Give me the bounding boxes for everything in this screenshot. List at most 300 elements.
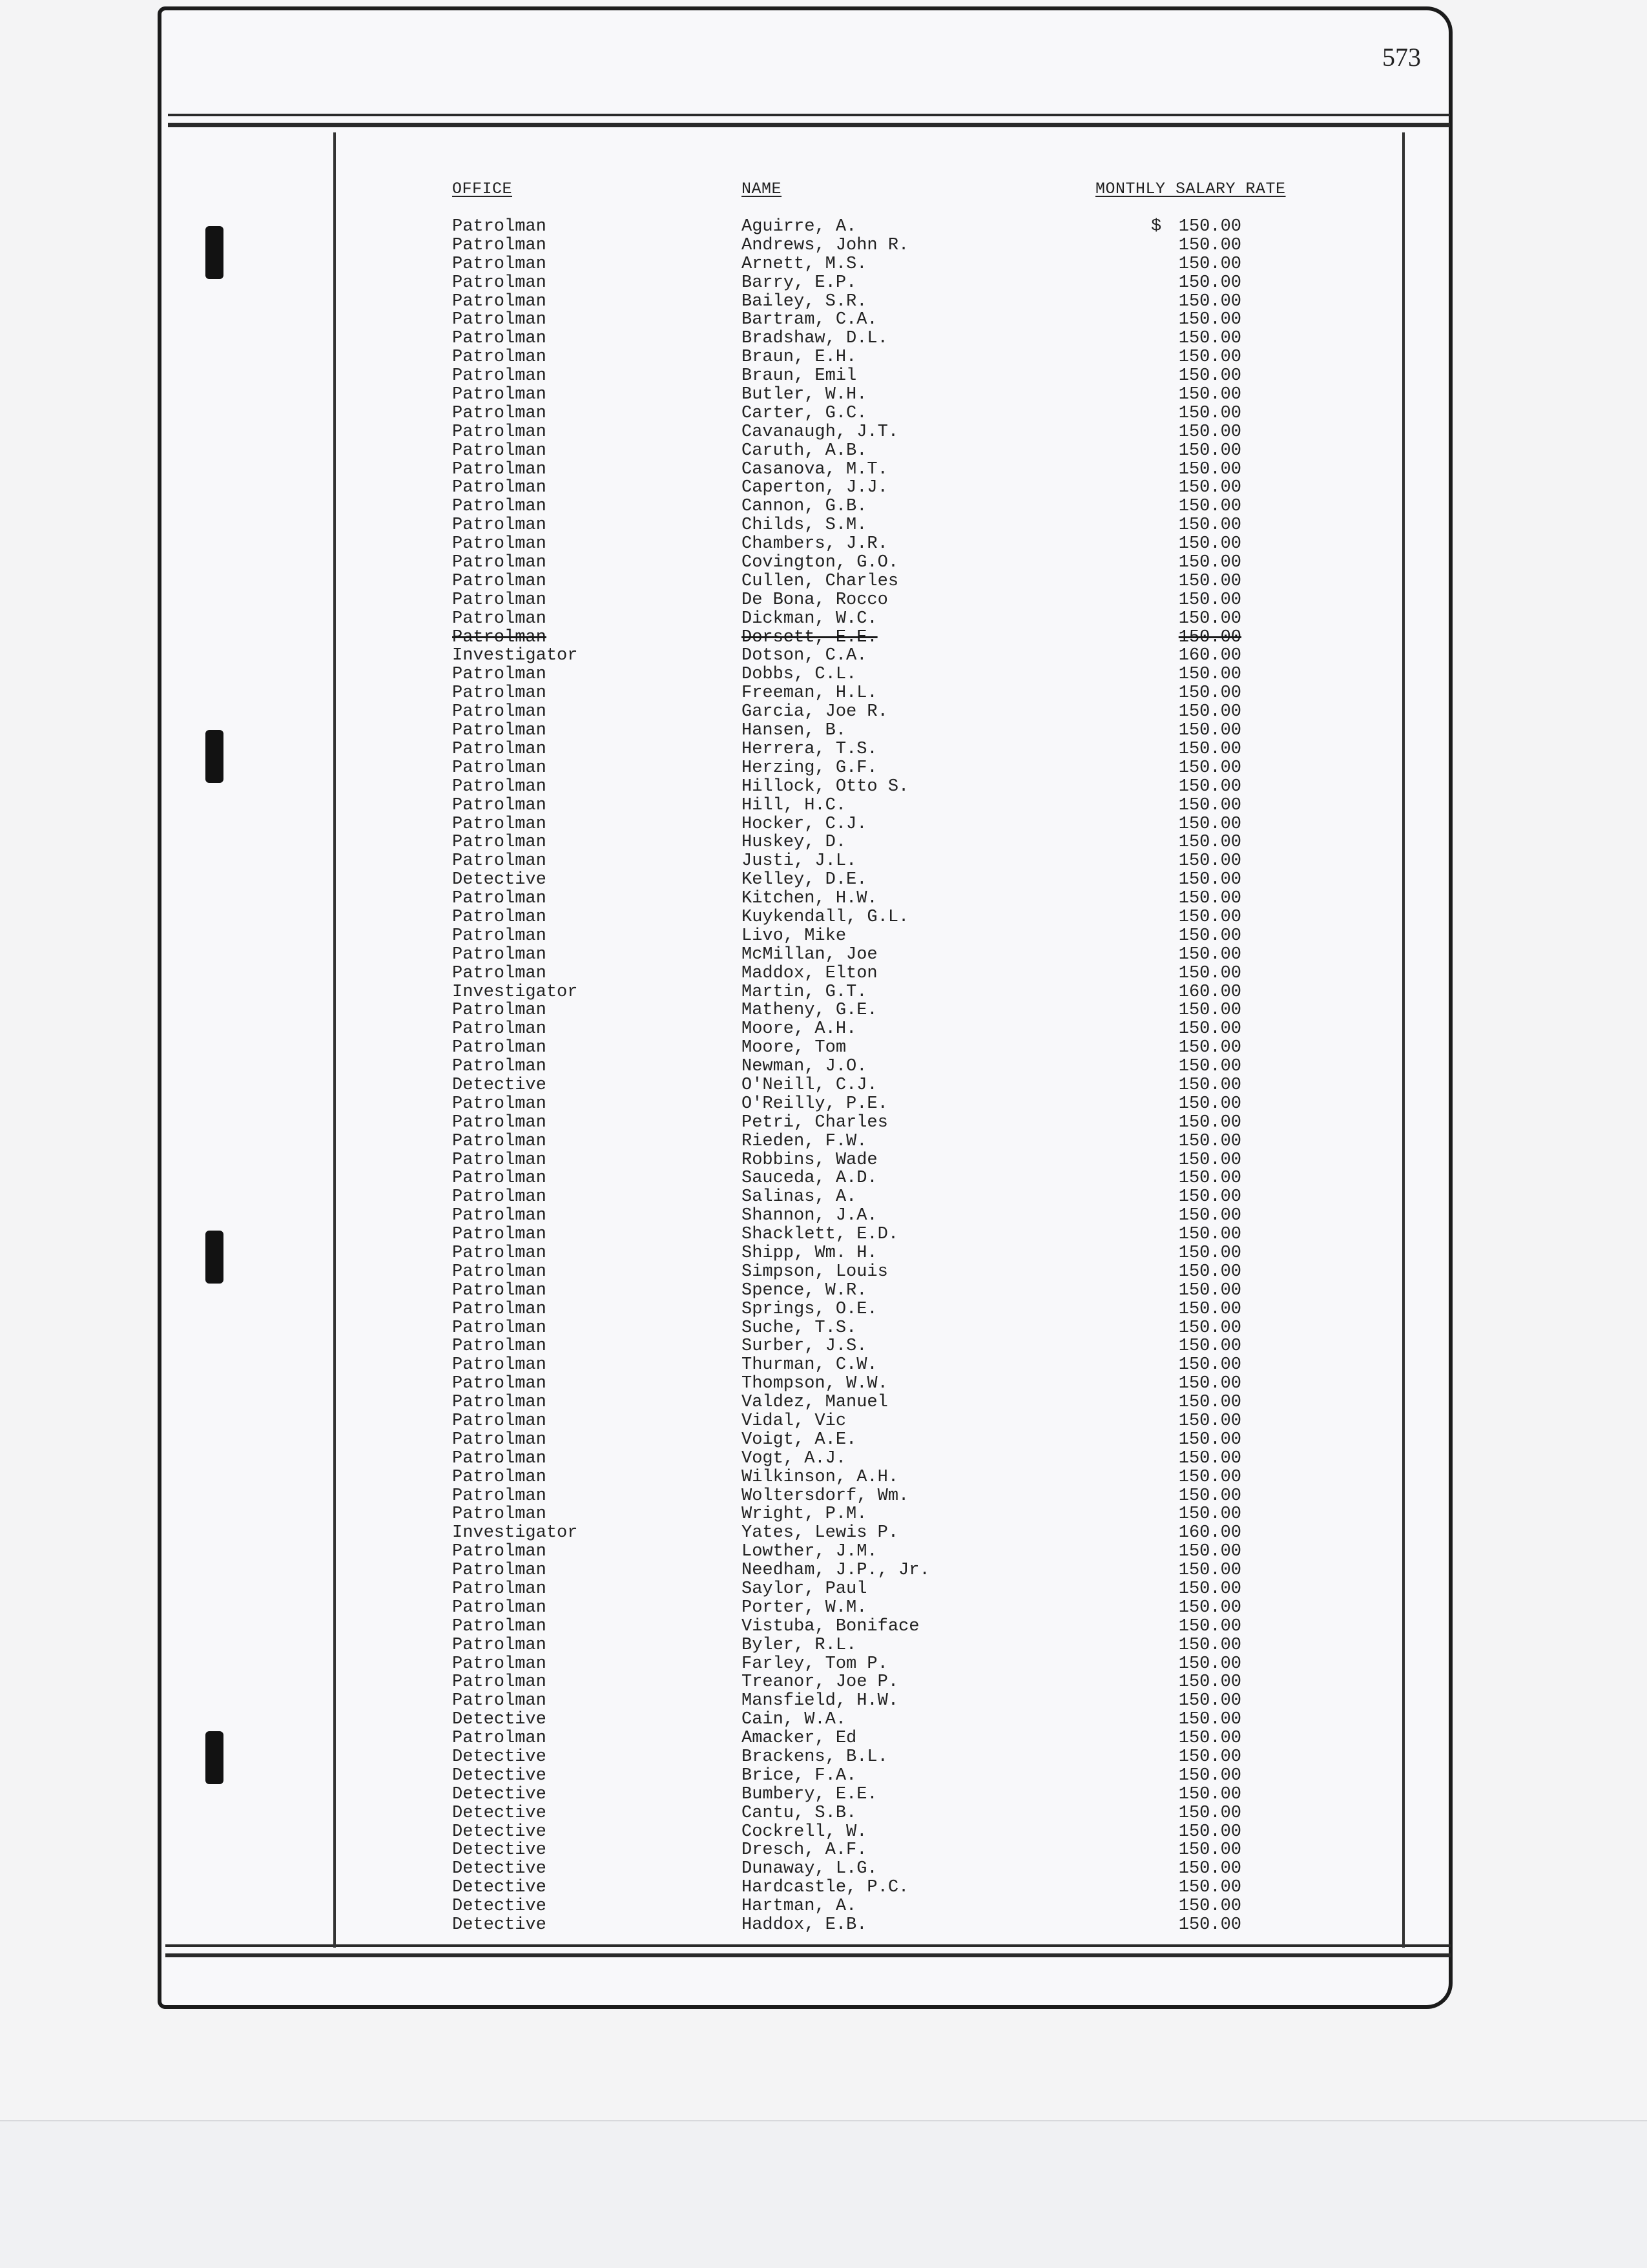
name-cell: Thompson, W.W. (741, 1374, 888, 1394)
office-cell: Patrolman (452, 665, 546, 685)
table-row (0, 535, 1647, 554)
office-cell: Patrolman (452, 273, 546, 293)
name-cell: Bumbery, E.E. (741, 1784, 878, 1804)
salary-cell: 150.00 (1178, 422, 1241, 442)
name-cell: Farley, Tom P. (741, 1654, 888, 1674)
table-row (0, 236, 1647, 255)
name-cell: Lowther, J.M. (741, 1542, 878, 1562)
office-cell: Patrolman (452, 590, 546, 610)
table-row (0, 1543, 1647, 1561)
salary-cell: 150.00 (1178, 571, 1241, 591)
salary-cell: 150.00 (1178, 1822, 1241, 1842)
salary-cell: 150.00 (1178, 889, 1241, 909)
salary-cell: 150.00 (1178, 683, 1241, 703)
salary-cell: 150.00 (1178, 1710, 1241, 1730)
name-cell: Woltersdorf, Wm. (741, 1486, 909, 1506)
salary-cell: 150.00 (1178, 1878, 1241, 1898)
salary-cell: 150.00 (1178, 1411, 1241, 1431)
table-row (0, 1524, 1647, 1543)
table-row (0, 1207, 1647, 1225)
salary-cell: 150.00 (1178, 1840, 1241, 1860)
name-cell: Hill, H.C. (741, 795, 847, 815)
name-cell: O'Reilly, P.E. (741, 1094, 888, 1114)
office-cell: Patrolman (452, 851, 546, 871)
name-cell: Hansen, B. (741, 721, 847, 741)
office-cell: Patrolman (452, 291, 546, 311)
name-cell: Haddox, E.B. (741, 1915, 867, 1935)
bottom-rule (165, 1944, 1451, 1947)
name-cell: Moore, Tom (741, 1038, 847, 1058)
salary-cell: 150.00 (1178, 403, 1241, 423)
office-cell: Patrolman (452, 235, 546, 255)
name-cell: McMillan, Joe (741, 944, 878, 964)
table-row (0, 759, 1647, 778)
table-row (0, 1039, 1647, 1057)
salary-cell: 150.00 (1178, 758, 1241, 778)
salary-cell: 150.00 (1178, 497, 1241, 517)
name-cell: Bartram, C.A. (741, 310, 878, 330)
office-cell: Patrolman (452, 1579, 546, 1599)
office-cell: Patrolman (452, 310, 546, 330)
name-cell: Dorsett, E.E. (741, 627, 878, 647)
office-cell: Patrolman (452, 441, 546, 461)
table-row (0, 871, 1647, 890)
name-cell: Braun, Emil (741, 366, 857, 386)
table-row (0, 1450, 1647, 1468)
office-cell: Patrolman (452, 1672, 546, 1692)
salary-cell: 150.00 (1178, 1597, 1241, 1618)
salary-cell: 150.00 (1178, 590, 1241, 610)
salary-cell: 150.00 (1178, 1038, 1241, 1058)
name-cell: Shipp, Wm. H. (741, 1243, 878, 1263)
salary-cell: 150.00 (1178, 1280, 1241, 1300)
office-cell: Patrolman (452, 721, 546, 741)
salary-cell: 150.00 (1178, 963, 1241, 983)
table-row (0, 927, 1647, 946)
office-cell: Patrolman (452, 1561, 546, 1581)
name-cell: Suche, T.S. (741, 1318, 857, 1338)
name-cell: Moore, A.H. (741, 1019, 857, 1039)
salary-cell: 150.00 (1178, 1374, 1241, 1394)
office-cell: Patrolman (452, 478, 546, 498)
name-cell: Surber, J.S. (741, 1337, 867, 1357)
office-cell: Patrolman (452, 683, 546, 703)
salary-cell: 150.00 (1178, 1635, 1241, 1655)
name-cell: Dunaway, L.G. (741, 1859, 878, 1879)
table-row (0, 833, 1647, 852)
salary-cell: 150.00 (1178, 515, 1241, 536)
table-row (0, 1897, 1647, 1916)
office-cell: Patrolman (452, 1262, 546, 1282)
top-rule-heavy (168, 123, 1450, 127)
table-row (0, 908, 1647, 927)
office-cell: Patrolman (452, 776, 546, 796)
office-cell: Patrolman (452, 403, 546, 423)
table-row (0, 1337, 1647, 1356)
office-cell: Detective (452, 1840, 546, 1860)
name-cell: Hartman, A. (741, 1897, 857, 1917)
office-cell: Detective (452, 1075, 546, 1095)
office-cell: Detective (452, 1710, 546, 1730)
table-row (0, 1785, 1647, 1804)
salary-cell: 150.00 (1178, 1542, 1241, 1562)
salary-cell: 150.00 (1178, 291, 1241, 311)
name-cell: Treanor, Joe P. (741, 1672, 899, 1692)
office-cell: Patrolman (452, 944, 546, 964)
salary-cell: 150.00 (1178, 1561, 1241, 1581)
table-row (0, 1804, 1647, 1823)
office-column-header: OFFICE (452, 180, 513, 198)
office-cell: Patrolman (452, 1243, 546, 1263)
salary-cell: 150.00 (1178, 1448, 1241, 1468)
name-cell: Maddox, Elton (741, 963, 878, 983)
office-cell: Patrolman (452, 795, 546, 815)
office-cell: Patrolman (452, 814, 546, 834)
office-cell: Detective (452, 1897, 546, 1917)
salary-cell: 150.00 (1178, 1430, 1241, 1450)
salary-cell: 150.00 (1178, 1318, 1241, 1338)
salary-cell: 150.00 (1178, 235, 1241, 255)
salary-cell: 150.00 (1178, 1355, 1241, 1375)
table-row (0, 703, 1647, 722)
table-row (0, 1095, 1647, 1114)
top-rule (168, 114, 1450, 116)
name-cell: Voigt, A.E. (741, 1430, 857, 1450)
table-row (0, 348, 1647, 367)
office-cell: Patrolman (452, 1094, 546, 1114)
table-row (0, 1561, 1647, 1580)
salary-cell: 150.00 (1178, 441, 1241, 461)
table-row (0, 591, 1647, 610)
name-cell: Petri, Charles (741, 1112, 888, 1132)
salary-cell: 150.00 (1178, 1169, 1241, 1189)
name-cell: Bailey, S.R. (741, 291, 867, 311)
currency-symbol: $ (1151, 217, 1162, 236)
salary-cell: 150.00 (1178, 1299, 1241, 1319)
office-cell: Patrolman (452, 739, 546, 759)
salary-cell: 150.00 (1178, 1915, 1241, 1935)
name-cell: Brackens, B.L. (741, 1747, 888, 1767)
office-cell: Patrolman (452, 385, 546, 405)
salary-cell: 150.00 (1178, 665, 1241, 685)
name-cell: Herrera, T.S. (741, 739, 878, 759)
table-row (0, 665, 1647, 684)
table-row (0, 255, 1647, 274)
name-cell: Aguirre, A. (741, 217, 857, 236)
salary-cell: 150.00 (1178, 1803, 1241, 1823)
office-cell: Detective (452, 1784, 546, 1804)
name-cell: Kelley, D.E. (741, 870, 867, 890)
table-row (0, 1076, 1647, 1095)
salary-cell: 150.00 (1178, 534, 1241, 554)
name-cell: Springs, O.E. (741, 1299, 878, 1319)
office-cell: Patrolman (452, 366, 546, 386)
table-row (0, 1841, 1647, 1860)
table-row (0, 1748, 1647, 1767)
salary-cell: 150.00 (1178, 459, 1241, 479)
office-cell: Investigator (452, 646, 578, 666)
name-cell: Matheny, G.E. (741, 1001, 878, 1021)
name-cell: Casanova, M.T. (741, 459, 888, 479)
salary-cell: 150.00 (1178, 1691, 1241, 1711)
table-row (0, 1878, 1647, 1897)
salary-cell: 150.00 (1178, 1262, 1241, 1282)
office-cell: Patrolman (452, 1131, 546, 1151)
salary-cell: 150.00 (1178, 1206, 1241, 1226)
salary-column-header: MONTHLY SALARY RATE (1095, 180, 1286, 198)
table-row (0, 311, 1647, 329)
salary-cell: 150.00 (1178, 310, 1241, 330)
office-cell: Patrolman (452, 1169, 546, 1189)
salary-cell: 150.00 (1178, 1579, 1241, 1599)
name-cell: Braun, E.H. (741, 348, 857, 368)
name-cell: Mansfield, H.W. (741, 1691, 899, 1711)
name-cell: Arnett, M.S. (741, 254, 867, 274)
table-row (0, 1505, 1647, 1524)
salary-cell: 150.00 (1178, 273, 1241, 293)
office-cell: Patrolman (452, 1280, 546, 1300)
office-cell: Patrolman (452, 1299, 546, 1319)
salary-cell: 150.00 (1178, 1150, 1241, 1170)
table-row (0, 1151, 1647, 1170)
name-cell: Caperton, J.J. (741, 478, 888, 498)
office-cell: Patrolman (452, 1112, 546, 1132)
office-cell: Patrolman (452, 1337, 546, 1357)
salary-cell: 150.00 (1178, 1112, 1241, 1132)
name-cell: Wilkinson, A.H. (741, 1467, 899, 1487)
table-row (0, 1132, 1647, 1151)
office-cell: Detective (452, 1803, 546, 1823)
office-cell: Patrolman (452, 889, 546, 909)
table-row (0, 852, 1647, 871)
office-cell: Patrolman (452, 1225, 546, 1245)
salary-cell: 150.00 (1178, 870, 1241, 890)
name-cell: Brice, F.A. (741, 1765, 857, 1785)
table-row (0, 647, 1647, 665)
name-cell: Chambers, J.R. (741, 534, 888, 554)
name-cell: Newman, J.O. (741, 1057, 867, 1077)
name-cell: Vistuba, Boniface (741, 1616, 920, 1636)
salary-cell: 150.00 (1178, 1729, 1241, 1749)
name-cell: Porter, W.M. (741, 1597, 867, 1618)
salary-cell: 150.00 (1178, 1784, 1241, 1804)
office-cell: Patrolman (452, 609, 546, 629)
salary-cell: 150.00 (1178, 702, 1241, 722)
salary-cell: 150.00 (1178, 721, 1241, 741)
table-row (0, 964, 1647, 983)
table-row (0, 1188, 1647, 1207)
salary-cell: 150.00 (1178, 851, 1241, 871)
salary-cell: 150.00 (1178, 814, 1241, 834)
table-row (0, 386, 1647, 404)
name-cell: Kitchen, H.W. (741, 889, 878, 909)
name-cell: Cockrell, W. (741, 1822, 867, 1842)
office-cell: Patrolman (452, 627, 546, 647)
office-cell: Detective (452, 1859, 546, 1879)
name-cell: Kuykendall, G.L. (741, 907, 909, 927)
table-row (0, 1020, 1647, 1039)
salary-cell: 150.00 (1178, 553, 1241, 573)
salary-cell: 150.00 (1178, 1187, 1241, 1207)
office-cell: Patrolman (452, 1542, 546, 1562)
name-cell: Dotson, C.A. (741, 646, 867, 666)
name-cell: Wright, P.M. (741, 1504, 867, 1524)
salary-cell: 150.00 (1178, 1337, 1241, 1357)
office-cell: Patrolman (452, 702, 546, 722)
office-cell: Patrolman (452, 1001, 546, 1021)
office-cell: Patrolman (452, 1374, 546, 1394)
table-row (0, 1057, 1647, 1076)
name-cell: Hardcastle, P.C. (741, 1878, 909, 1898)
salary-table-body (0, 218, 1647, 1935)
name-cell: Garcia, Joe R. (741, 702, 888, 722)
table-row (0, 423, 1647, 442)
table-row (0, 404, 1647, 423)
salary-cell: 150.00 (1178, 795, 1241, 815)
salary-cell: 150.00 (1178, 1057, 1241, 1077)
office-cell: Patrolman (452, 1187, 546, 1207)
table-row (0, 1692, 1647, 1711)
table-row (0, 778, 1647, 796)
salary-cell: 150.00 (1178, 366, 1241, 386)
salary-cell: 150.00 (1178, 907, 1241, 927)
office-cell: Patrolman (452, 1206, 546, 1226)
name-cell: Cavanaugh, J.T. (741, 422, 899, 442)
office-cell: Detective (452, 1822, 546, 1842)
name-cell: Dobbs, C.L. (741, 665, 857, 685)
salary-cell: 150.00 (1178, 1243, 1241, 1263)
table-row (0, 479, 1647, 497)
table-row (0, 572, 1647, 591)
name-cell: Spence, W.R. (741, 1280, 867, 1300)
office-cell: Patrolman (452, 907, 546, 927)
office-cell: Patrolman (452, 1411, 546, 1431)
name-cell: Butler, W.H. (741, 385, 867, 405)
bottom-rule-heavy (165, 1953, 1451, 1957)
office-cell: Patrolman (452, 254, 546, 274)
name-cell: Cain, W.A. (741, 1710, 847, 1730)
name-cell: Childs, S.M. (741, 515, 867, 536)
table-row (0, 1001, 1647, 1020)
name-cell: Martin, G.T. (741, 982, 867, 1002)
office-cell: Detective (452, 1747, 546, 1767)
name-cell: Vidal, Vic (741, 1411, 847, 1431)
office-cell: Patrolman (452, 1654, 546, 1674)
salary-cell: 150.00 (1178, 739, 1241, 759)
name-cell: Huskey, D. (741, 833, 847, 853)
table-row (0, 890, 1647, 908)
name-cell: Yates, Lewis P. (741, 1523, 899, 1543)
office-cell: Patrolman (452, 1486, 546, 1506)
office-cell: Investigator (452, 982, 578, 1002)
office-cell: Patrolman (452, 1616, 546, 1636)
name-cell: Covington, G.O. (741, 553, 899, 573)
office-cell: Patrolman (452, 217, 546, 236)
table-row (0, 218, 1647, 236)
salary-cell: 150.00 (1178, 1486, 1241, 1506)
salary-cell: 150.00 (1178, 1393, 1241, 1413)
salary-cell: 150.00 (1178, 348, 1241, 368)
office-cell: Patrolman (452, 963, 546, 983)
office-cell: Patrolman (452, 1467, 546, 1487)
salary-cell: 150.00 (1178, 1616, 1241, 1636)
table-row (0, 497, 1647, 516)
table-row (0, 367, 1647, 386)
scan-background (0, 2120, 1647, 2268)
table-row (0, 629, 1647, 647)
name-cell: Caruth, A.B. (741, 441, 867, 461)
office-cell: Patrolman (452, 1355, 546, 1375)
table-row (0, 1636, 1647, 1655)
name-cell: Thurman, C.W. (741, 1355, 878, 1375)
salary-cell: 150.00 (1178, 1672, 1241, 1692)
office-cell: Patrolman (452, 1729, 546, 1749)
office-cell: Patrolman (452, 1635, 546, 1655)
name-cell: Simpson, Louis (741, 1262, 888, 1282)
salary-cell: 150.00 (1178, 1001, 1241, 1021)
office-cell: Patrolman (452, 758, 546, 778)
name-cell: Vogt, A.J. (741, 1448, 847, 1468)
salary-cell: 150.00 (1178, 776, 1241, 796)
office-cell: Patrolman (452, 1057, 546, 1077)
table-row (0, 1412, 1647, 1431)
office-cell: Patrolman (452, 1318, 546, 1338)
salary-cell: 150.00 (1178, 254, 1241, 274)
table-row (0, 1860, 1647, 1878)
table-row (0, 442, 1647, 461)
name-cell: Needham, J.P., Jr. (741, 1561, 930, 1581)
name-cell: Bradshaw, D.L. (741, 329, 888, 349)
name-cell: Andrews, John R. (741, 235, 909, 255)
office-cell: Patrolman (452, 926, 546, 946)
office-cell: Patrolman (452, 348, 546, 368)
name-cell: Shacklett, E.D. (741, 1225, 899, 1245)
table-row (0, 1655, 1647, 1674)
table-row (0, 329, 1647, 348)
salary-cell: 150.00 (1178, 1859, 1241, 1879)
name-cell: Robbins, Wade (741, 1150, 878, 1170)
office-cell: Detective (452, 1915, 546, 1935)
table-row (0, 1282, 1647, 1300)
office-cell: Patrolman (452, 1597, 546, 1618)
name-cell: Justi, J.L. (741, 851, 857, 871)
table-row (0, 1468, 1647, 1487)
name-cell: Saylor, Paul (741, 1579, 867, 1599)
salary-cell: 150.00 (1178, 478, 1241, 498)
salary-cell: 150.00 (1178, 1075, 1241, 1095)
table-row (0, 1618, 1647, 1636)
name-cell: Byler, R.L. (741, 1635, 857, 1655)
table-row (0, 554, 1647, 572)
table-row (0, 740, 1647, 759)
salary-cell: 150.00 (1178, 1019, 1241, 1039)
table-row (0, 1431, 1647, 1450)
name-cell: Cantu, S.B. (741, 1803, 857, 1823)
salary-cell: 150.00 (1178, 1897, 1241, 1917)
name-cell: Salinas, A. (741, 1187, 857, 1207)
salary-cell: 150.00 (1178, 1747, 1241, 1767)
table-row (0, 1300, 1647, 1319)
name-cell: Livo, Mike (741, 926, 847, 946)
name-cell: Carter, G.C. (741, 403, 867, 423)
table-row (0, 1393, 1647, 1412)
table-row (0, 1114, 1647, 1132)
salary-cell: 150.00 (1178, 1467, 1241, 1487)
name-cell: Sauceda, A.D. (741, 1169, 878, 1189)
name-cell: Hillock, Otto S. (741, 776, 909, 796)
salary-cell: 150.00 (1178, 1765, 1241, 1785)
name-cell: Freeman, H.L. (741, 683, 878, 703)
